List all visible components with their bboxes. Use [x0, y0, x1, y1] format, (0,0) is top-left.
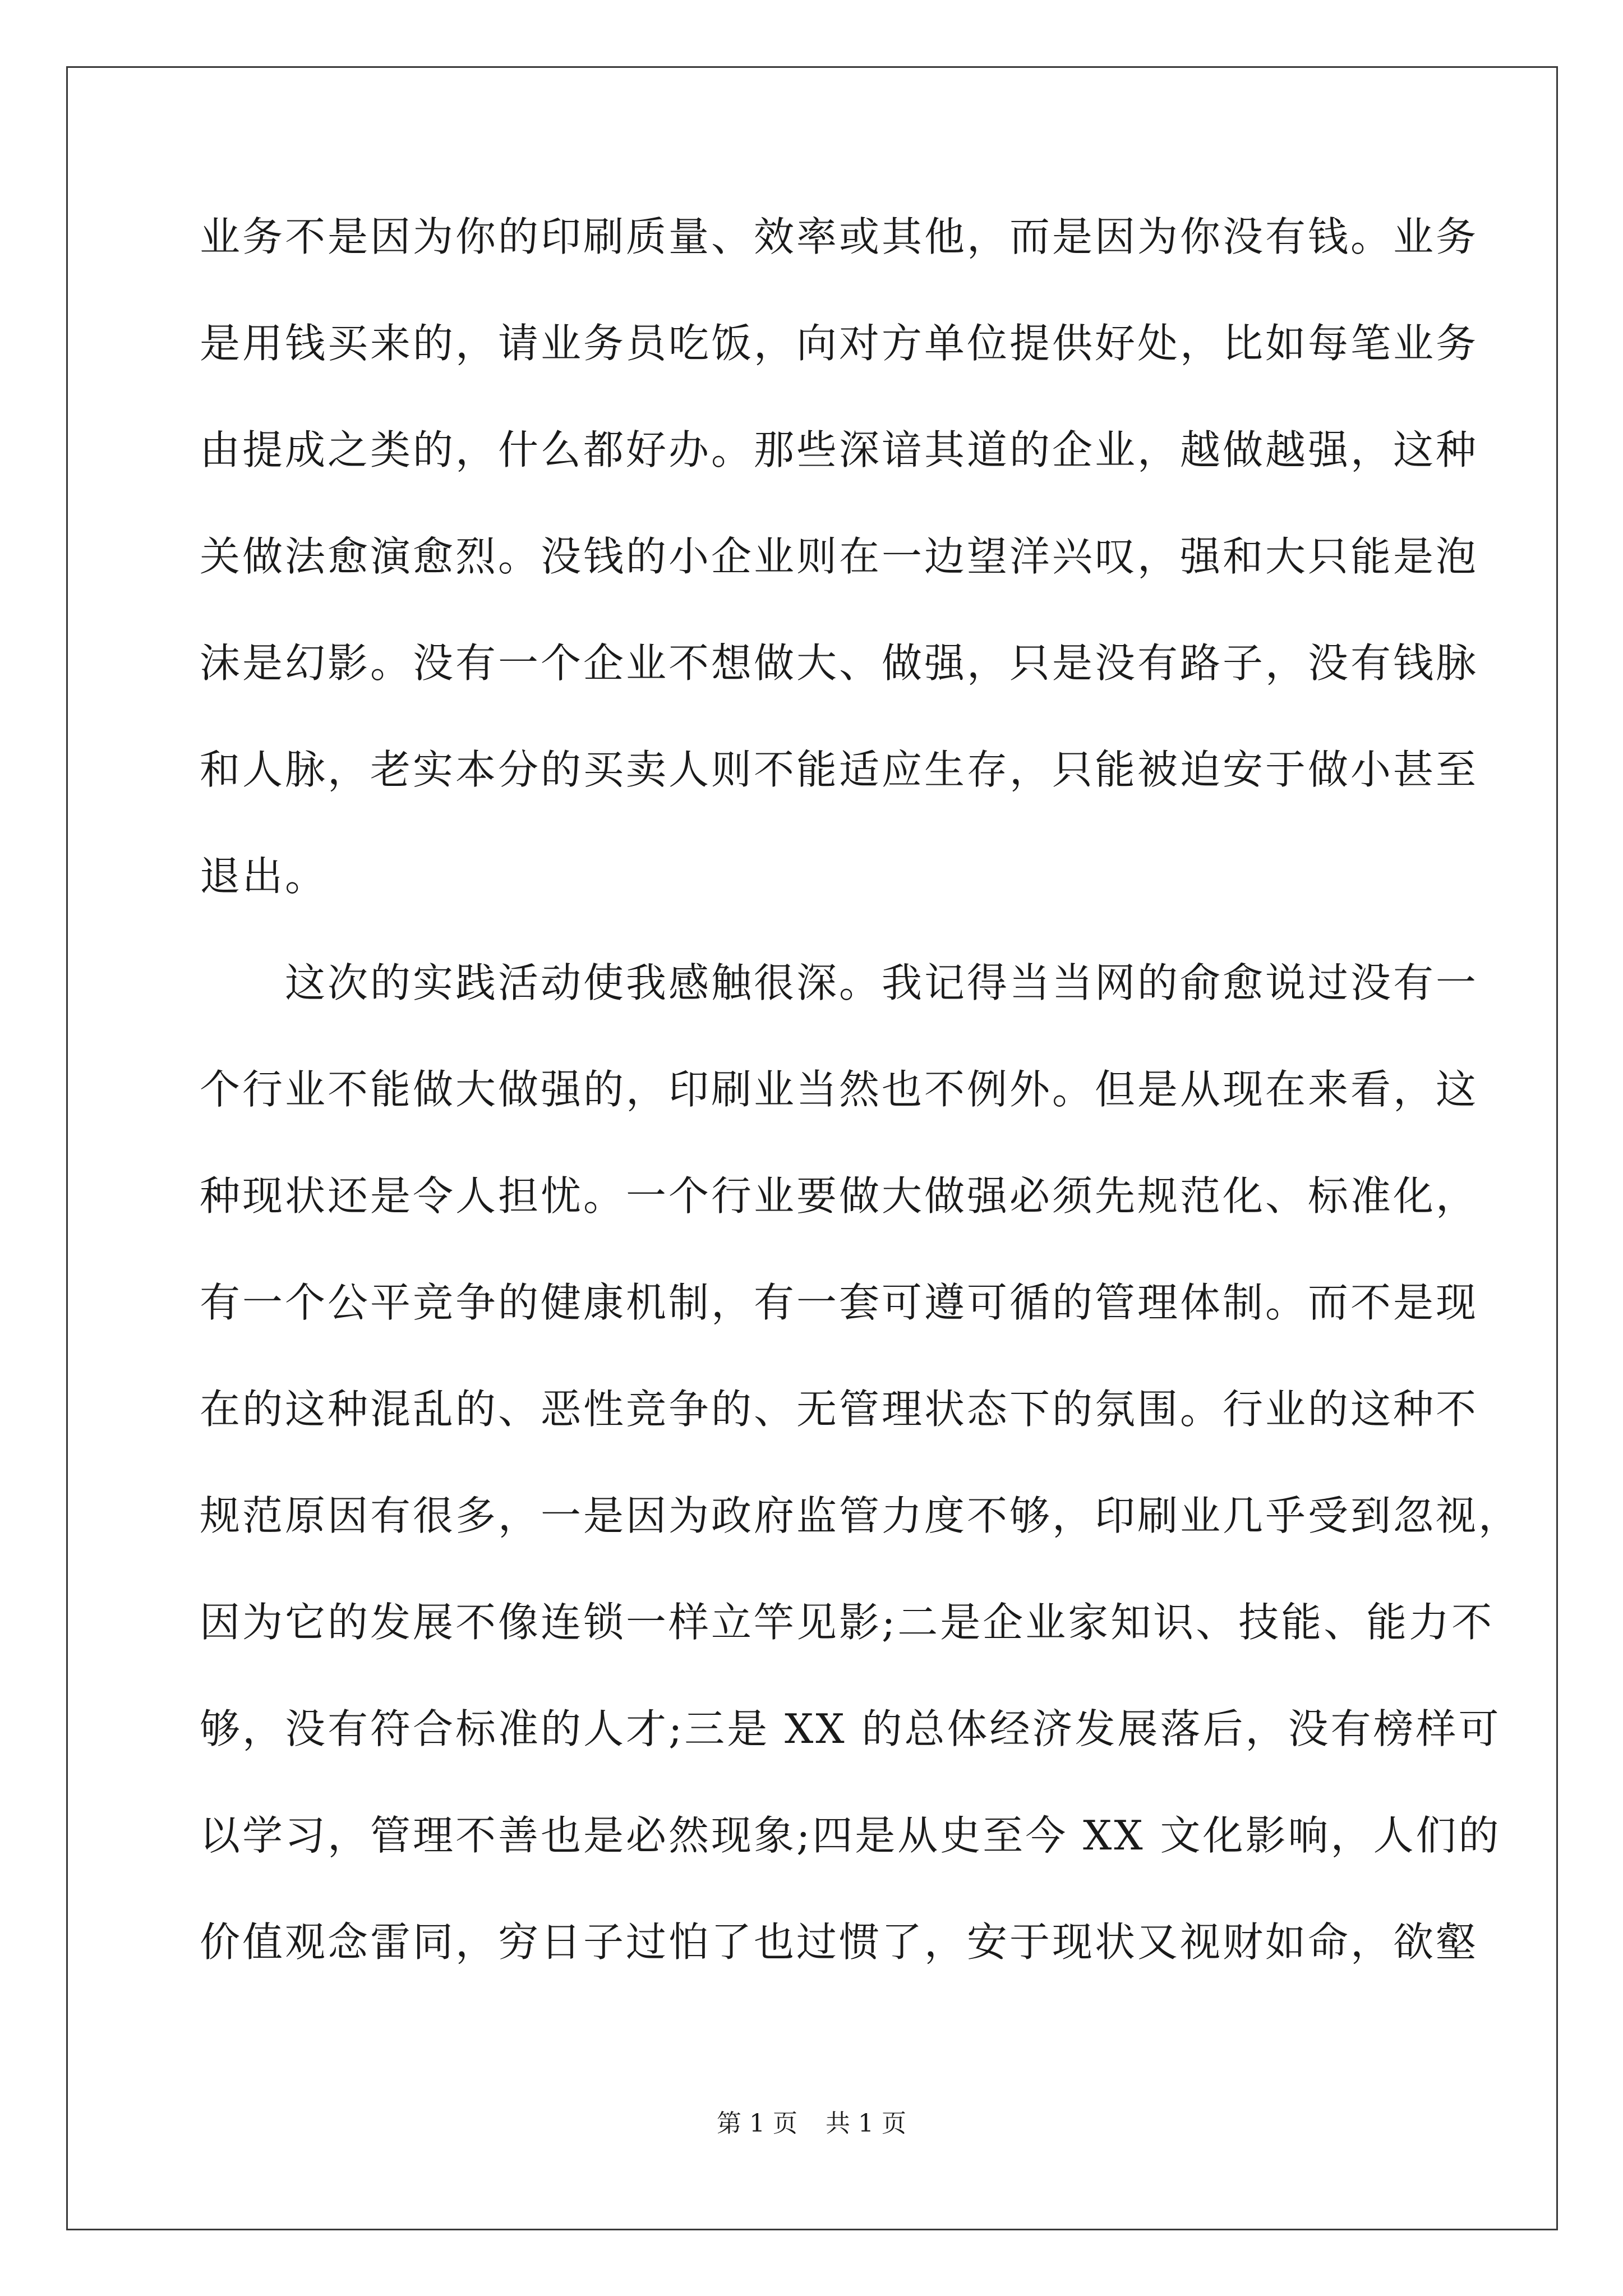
page-footer [0, 2107, 1623, 2141]
page-total: 共 1 页 [826, 2109, 906, 2138]
text-line: 以学习，管理不善也是必然现象;四是从史至今 XX 文化影响，人们的 [200, 1812, 1501, 1859]
text-line: 退出。 [200, 853, 328, 900]
text-line: 在的这种混乱的、恶性竞争的、无管理状态下的氛围。行业的这种不 [200, 1386, 1479, 1433]
text-line: 种现状还是令人担忧。一个行业要做大做强必须先规范化、标准化， [200, 1172, 1479, 1220]
text-line: 这次的实践活动使我感触很深。我记得当当网的俞愈说过没有一 [200, 959, 1479, 1006]
page-border [66, 66, 1558, 2230]
text-line: 个行业不能做大做强的，印刷业当然也不例外。但是从现在来看，这 [200, 1066, 1479, 1113]
text-line: 关做法愈演愈烈。没钱的小企业则在一边望洋兴叹，强和大只能是泡 [200, 533, 1479, 580]
text-line: 因为它的发展不像连锁一样立竿见影;二是企业家知识、技能、能力不 [200, 1599, 1495, 1646]
text-line: 是用钱买来的，请业务员吃饭，向对方单位提供好处，比如每笔业务 [200, 320, 1479, 367]
text-line: 有一个公平竞争的健康机制，有一套可遵可循的管理体制。而不是现 [200, 1279, 1479, 1326]
text-line: 够，没有符合标准的人才;三是 XX 的总体经济发展落后，没有榜样可 [200, 1705, 1501, 1752]
text-line: 规范原因有很多，一是因为政府监管力度不够，印刷业几乎受到忽视， [200, 1492, 1521, 1539]
text-line: 沫是幻影。没有一个企业不想做大、做强，只是没有路子，没有钱脉 [200, 639, 1479, 687]
text-line: 业务不是因为你的印刷质量、效率或其他，而是因为你没有钱。业务 [200, 213, 1479, 260]
text-line: 价值观念雷同，穷日子过怕了也过惯了，安于现状又视财如命，欲壑 [200, 1918, 1479, 1966]
text-line: 和人脉，老实本分的买卖人则不能适应生存，只能被迫安于做小甚至 [200, 746, 1479, 793]
page-number: 第 1 页 [717, 2109, 797, 2138]
text-line: 由提成之类的，什么都好办。那些深谙其道的企业，越做越强，这种 [200, 426, 1479, 473]
